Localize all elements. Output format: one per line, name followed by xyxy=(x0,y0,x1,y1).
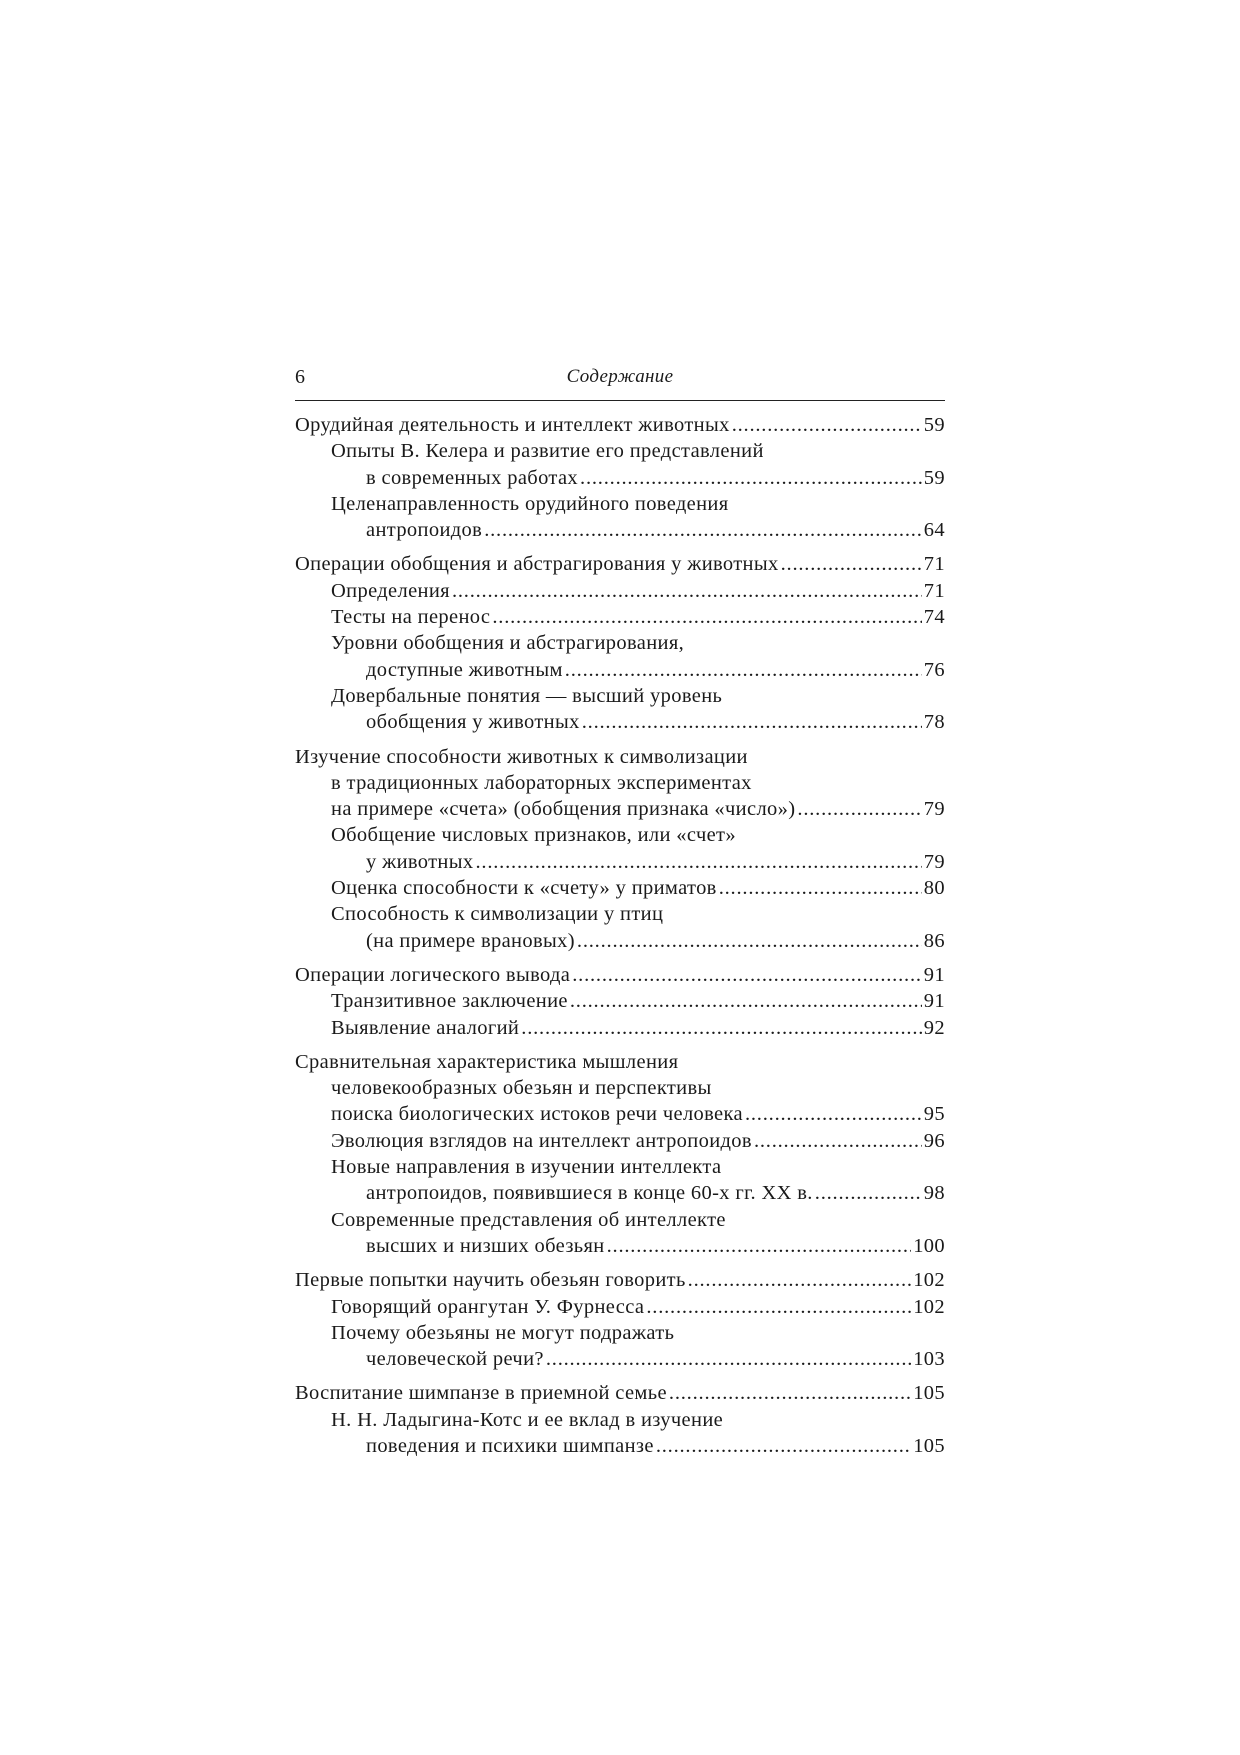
toc-subentry xyxy=(295,1407,945,1433)
toc-page-number: 71 xyxy=(923,579,945,602)
toc-page-number: 64 xyxy=(923,519,945,542)
toc-subentry xyxy=(295,901,945,927)
dot-leader xyxy=(607,1233,912,1259)
dot-leader xyxy=(572,962,922,988)
toc-page-number: 95 xyxy=(923,1103,945,1126)
toc-page-number: 91 xyxy=(923,990,945,1013)
dot-leader xyxy=(580,465,922,491)
toc-subentry xyxy=(295,683,945,709)
toc-chapter-entry xyxy=(295,962,945,988)
dot-leader xyxy=(646,1294,911,1320)
toc-entry-text: Способность к символизации у птиц xyxy=(331,903,664,926)
toc-entry-text: Почему обезьяны не могут подражать xyxy=(331,1321,675,1344)
toc-entry-text: в современных работах xyxy=(366,466,579,489)
dot-leader xyxy=(492,604,921,630)
dot-leader xyxy=(546,1346,911,1372)
toc-subentry xyxy=(295,517,945,543)
dot-leader xyxy=(688,1267,912,1293)
toc-subentry xyxy=(295,491,945,517)
dot-leader xyxy=(582,709,922,735)
toc-entry-text: Оценка способности к «счету» у приматов xyxy=(331,877,717,900)
toc-section xyxy=(295,1267,945,1372)
toc-entry-text: Сравнительная характеристика мышления xyxy=(295,1050,679,1073)
toc-page-number: 96 xyxy=(923,1129,945,1152)
toc-page-number: 102 xyxy=(913,1269,945,1292)
dot-leader xyxy=(732,412,922,438)
toc-subentry xyxy=(295,1207,945,1233)
dot-leader xyxy=(577,928,922,954)
toc-entry-text: Н. Н. Ладыгина-Котс и ее вклад в изучение xyxy=(331,1408,724,1431)
toc-chapter-entry xyxy=(295,1267,945,1293)
toc-page-number: 105 xyxy=(913,1434,945,1457)
toc-page-number: 59 xyxy=(923,414,945,436)
dot-leader xyxy=(754,1128,922,1154)
toc-entry-text: Эволюция взглядов на интеллект антропоидов xyxy=(331,1129,752,1152)
dot-leader xyxy=(452,578,922,604)
toc-entry-text: поведения и психики шимпанзе xyxy=(366,1434,654,1457)
toc-page-number: 98 xyxy=(923,1182,945,1205)
running-header xyxy=(295,366,945,401)
dot-leader xyxy=(565,657,922,683)
toc-chapter-entry xyxy=(295,1049,945,1075)
dot-leader xyxy=(475,849,921,875)
toc-entry-text: Воспитание шимпанзе в приемной семье xyxy=(295,1382,667,1405)
toc-subentry xyxy=(295,1015,945,1041)
toc-subentry xyxy=(295,1101,945,1127)
toc-entry-text: Говорящий орангутан У. Фурнесса xyxy=(331,1295,645,1318)
toc-subentry xyxy=(295,1180,945,1206)
toc-page-number: 74 xyxy=(923,606,945,629)
toc-entry-text: Первые попытки научить обезьян говорить xyxy=(295,1269,686,1292)
toc-subentry xyxy=(295,709,945,735)
toc-subentry xyxy=(295,1320,945,1346)
toc-entry-text: Уровни обобщения и абстрагирования, xyxy=(331,632,685,655)
toc-subentry xyxy=(295,604,945,630)
toc-subentry xyxy=(295,657,945,683)
toc-subentry xyxy=(295,438,945,464)
toc-section xyxy=(295,1049,945,1259)
toc-entry-text: Довербальные понятия — высший уровень xyxy=(331,684,723,707)
toc-entry-text: на примере «счета» (обобщения признака «число») xyxy=(331,798,796,821)
toc-subentry xyxy=(295,578,945,604)
running-title: Содержание xyxy=(566,366,674,387)
toc-subentry xyxy=(295,822,945,848)
toc-page-number: 86 xyxy=(923,929,945,952)
toc-page-number: 79 xyxy=(923,798,945,821)
toc-section xyxy=(295,412,945,543)
dot-leader xyxy=(570,988,922,1014)
toc-subentry xyxy=(295,465,945,491)
toc-page-number: 105 xyxy=(913,1382,945,1405)
toc-subentry xyxy=(295,988,945,1014)
toc-section xyxy=(295,744,945,954)
toc-entry-text: у животных xyxy=(366,850,474,873)
toc-entry-text: Современные представления об интеллекте xyxy=(331,1208,726,1231)
toc-page-number: 78 xyxy=(923,711,945,734)
toc-entry-text: Выявление аналогий xyxy=(331,1016,520,1039)
toc-entry-text: поиска биологических истоков речи человека xyxy=(331,1103,743,1126)
toc-entry-text: Новые направления в изучении интеллекта xyxy=(331,1156,722,1179)
toc-subentry xyxy=(295,1346,945,1372)
dot-leader xyxy=(521,1015,922,1041)
toc-subentry xyxy=(295,1154,945,1180)
dot-leader xyxy=(656,1433,911,1459)
toc-page-number: 91 xyxy=(923,963,945,986)
toc-chapter-entry xyxy=(295,551,945,577)
toc-section xyxy=(295,1380,945,1459)
toc-entry-text: Тесты на перенос xyxy=(331,606,491,629)
toc-subentry xyxy=(295,849,945,875)
toc-page-number: 76 xyxy=(923,658,945,681)
toc-entry-text: человеческой речи? xyxy=(366,1348,544,1371)
toc-subentry xyxy=(295,796,945,822)
dot-leader xyxy=(484,517,922,543)
toc-entry-text: Опыты В. Келера и развитие его представлений xyxy=(331,440,764,463)
toc-subentry xyxy=(295,1294,945,1320)
toc-subentry xyxy=(295,875,945,901)
toc-subentry xyxy=(295,770,945,796)
toc-entry-text: (на примере врановых) xyxy=(366,929,575,952)
toc-page-number: 59 xyxy=(923,466,945,489)
toc-entry-text: Орудийная деятельность и интеллект животных xyxy=(295,414,730,436)
dot-leader xyxy=(669,1380,911,1406)
dot-leader xyxy=(745,1101,922,1127)
toc-entry-text: Целенаправленность орудийного поведения xyxy=(331,492,729,515)
toc-entry-text: Определения xyxy=(331,579,450,602)
toc-entry-text: Операции обобщения и абстрагирования у животных xyxy=(295,553,779,576)
dot-leader xyxy=(719,875,922,901)
toc-subentry xyxy=(295,1128,945,1154)
toc-entry-text: обобщения у животных xyxy=(366,711,580,734)
toc-subentry xyxy=(295,1075,945,1101)
toc-section xyxy=(295,962,945,1041)
toc-entry-text: Транзитивное заключение xyxy=(331,990,568,1013)
table-of-contents xyxy=(295,412,945,1467)
toc-entry-text: Изучение способности животных к символизации xyxy=(295,745,748,768)
toc-entry-text: высших и низших обезьян xyxy=(366,1234,605,1257)
toc-chapter-entry xyxy=(295,412,945,438)
toc-entry-text: доступные животным xyxy=(366,658,563,681)
toc-section xyxy=(295,551,945,735)
toc-page-number: 71 xyxy=(923,553,945,576)
dot-leader xyxy=(815,1180,922,1206)
toc-chapter-entry xyxy=(295,744,945,770)
toc-page-number: 102 xyxy=(913,1295,945,1318)
toc-page-number: 80 xyxy=(923,877,945,900)
toc-page-number: 79 xyxy=(923,850,945,873)
toc-subentry xyxy=(295,1233,945,1259)
toc-subentry xyxy=(295,630,945,656)
toc-subentry xyxy=(295,1433,945,1459)
toc-entry-text: Обобщение числовых признаков, или «счет» xyxy=(331,824,736,847)
toc-entry-text: антропоидов, появившиеся в конце 60-х гг. XX в. xyxy=(366,1182,813,1205)
toc-entry-text: антропоидов xyxy=(366,519,483,542)
toc-page-number: 103 xyxy=(913,1348,945,1371)
toc-subentry xyxy=(295,928,945,954)
toc-entry-text: человекообразных обезьян и перспективы xyxy=(331,1077,712,1100)
toc-chapter-entry xyxy=(295,1380,945,1406)
page-number: 6 xyxy=(295,366,305,388)
toc-page-number: 92 xyxy=(923,1016,945,1039)
toc-entry-text: Операции логического вывода xyxy=(295,963,571,986)
dot-leader xyxy=(797,796,921,822)
toc-page-number: 100 xyxy=(913,1234,945,1257)
toc-entry-text: в традиционных лабораторных экспериментах xyxy=(331,771,752,794)
dot-leader xyxy=(781,551,922,577)
